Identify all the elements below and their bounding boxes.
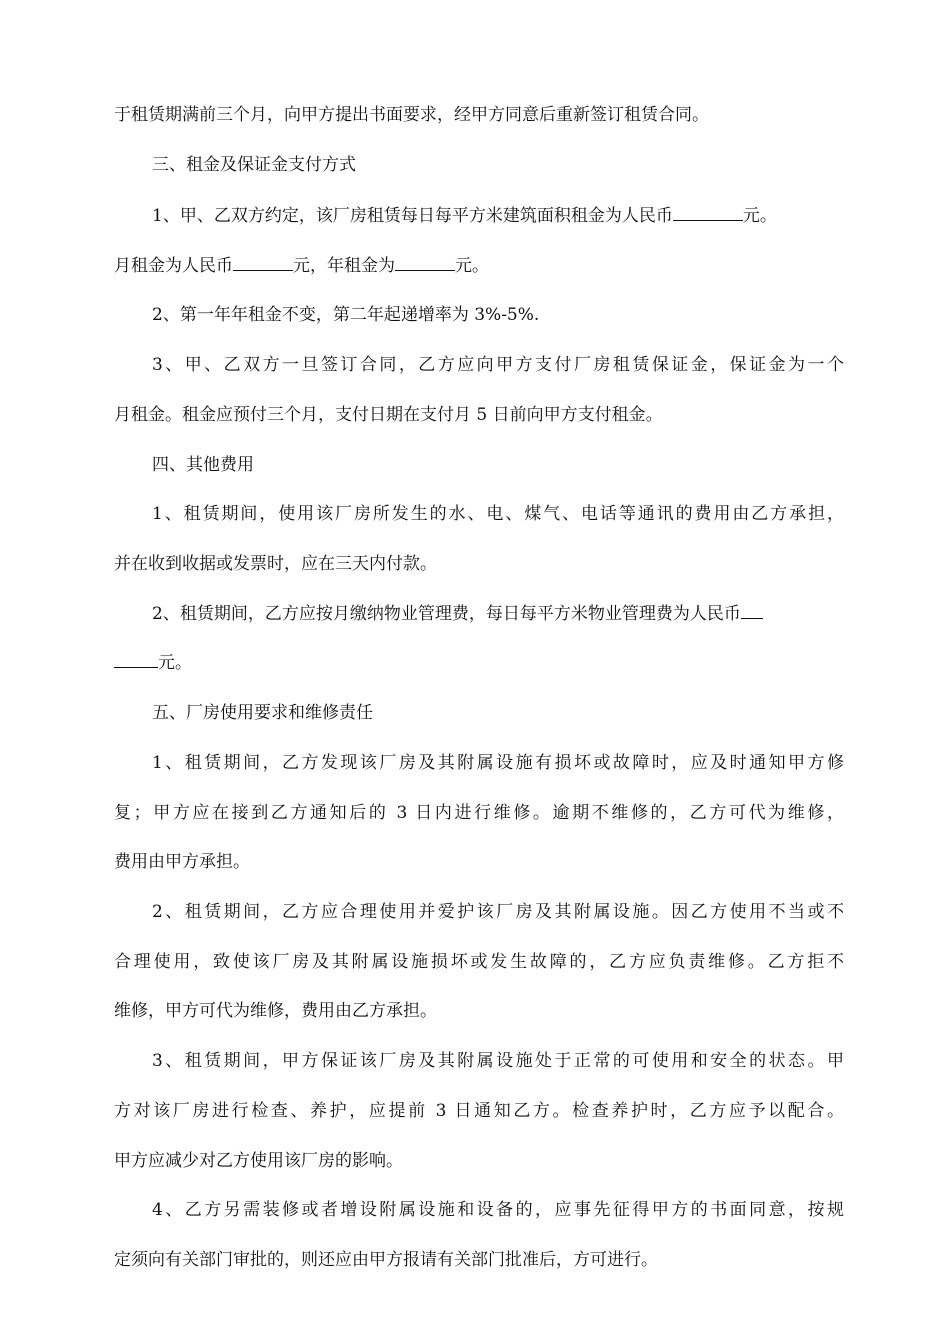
text-line [152, 1198, 844, 1222]
text-line-content: 3、甲、乙双方一旦签订合同，乙方应向甲方支付厂房租赁保证金，保证金为一个 [152, 355, 844, 375]
section-heading-text: 四、其他费用 [152, 455, 254, 475]
text-line-content: 合理使用，致使该厂房及其附属设施损坏或发生故障的，乙方应负责维修。乙方拒不 [114, 952, 844, 972]
text-line [114, 999, 844, 1023]
text-line [152, 353, 844, 377]
fill-in-blank [114, 653, 158, 668]
text-line [114, 850, 844, 874]
text-line-content: 定须向有关部门审批的，则还应由甲方报请有关部门批准后，方可进行。 [114, 1250, 658, 1270]
text-line-content: 1、租赁期间，乙方发现该厂房及其附属设施有损坏或故障时，应及时通知甲方修 [152, 753, 844, 773]
text-line [152, 502, 844, 526]
text-line-content: 甲方应减少对乙方使用该厂房的影响。 [114, 1151, 403, 1171]
text-line [152, 900, 844, 924]
text-line [152, 602, 844, 626]
text-line-content: 3、租赁期间，甲方保证该厂房及其附属设施处于正常的可使用和安全的状态。甲 [152, 1051, 844, 1071]
text-line-content: 月租金为人民币 [114, 256, 233, 276]
text-line [114, 801, 844, 825]
section-heading-text: 五、厂房使用要求和维修责任 [152, 703, 373, 723]
text-line-content: 元。 [742, 206, 777, 226]
text-line-content: 元。 [455, 256, 489, 276]
text-line [114, 1149, 844, 1173]
section-heading-maintenance [152, 701, 844, 725]
text-line-content: 元。 [158, 653, 192, 673]
text-line-content: 1、租赁期间，使用该厂房所发生的水、电、煤气、电话等通讯的费用由乙方承担， [152, 504, 844, 524]
text-line [114, 254, 844, 278]
text-line-content: 月租金。租金应预付三个月，支付日期在支付月 5 日前向甲方支付租金。 [114, 405, 663, 425]
text-line-content: 维修，甲方可代为维修，费用由乙方承担。 [114, 1001, 437, 1021]
text-line [114, 552, 844, 576]
text-line [152, 303, 844, 327]
text-line [114, 950, 844, 974]
fill-in-blank [673, 206, 743, 221]
text-line-content: 方对该厂房进行检查、养护，应提前 3 日通知乙方。检查养护时，乙方应予以配合。 [114, 1101, 844, 1121]
text-line [114, 103, 844, 127]
text-line [114, 1248, 844, 1272]
section-heading-other-fees [152, 453, 844, 477]
fill-in-blank [741, 604, 763, 619]
section-heading-rent [152, 153, 844, 177]
fill-in-blank [233, 256, 293, 271]
text-line-content: 元，年租金为 [293, 256, 395, 276]
text-line-content: 4、乙方另需装修或者增设附属设施和设备的，应事先征得甲方的书面同意，按规 [152, 1200, 844, 1220]
text-line [152, 204, 844, 228]
text-line-content: 于租赁期满前三个月，向甲方提出书面要求，经甲方同意后重新签订租赁合同。 [114, 105, 709, 125]
text-line [114, 403, 844, 427]
text-line-content: 2、第一年年租金不变，第二年起递增率为 3%-5%. [152, 305, 540, 325]
text-line [114, 651, 844, 675]
text-line-content: 2、租赁期间，乙方应合理使用并爱护该厂房及其附属设施。因乙方使用不当或不 [152, 902, 844, 922]
text-line-content: 复；甲方应在接到乙方通知后的 3 日内进行维修。逾期不维修的，乙方可代为维修， [114, 803, 844, 823]
text-line-content: 1、甲、乙双方约定，该厂房租赁每日每平方米建筑面积租金为人民币 [152, 206, 673, 226]
text-line [114, 1099, 844, 1123]
text-line-content: 费用由甲方承担。 [114, 852, 250, 872]
fill-in-blank [395, 256, 455, 271]
text-line-content: 并在收到收据或发票时，应在三天内付款。 [114, 554, 437, 574]
text-line-content: 2、租赁期间，乙方应按月缴纳物业管理费，每日每平方米物业管理费为人民币 [152, 604, 741, 624]
text-line [152, 1049, 844, 1073]
section-heading-text: 三、租金及保证金支付方式 [152, 155, 356, 175]
text-line [152, 751, 844, 775]
